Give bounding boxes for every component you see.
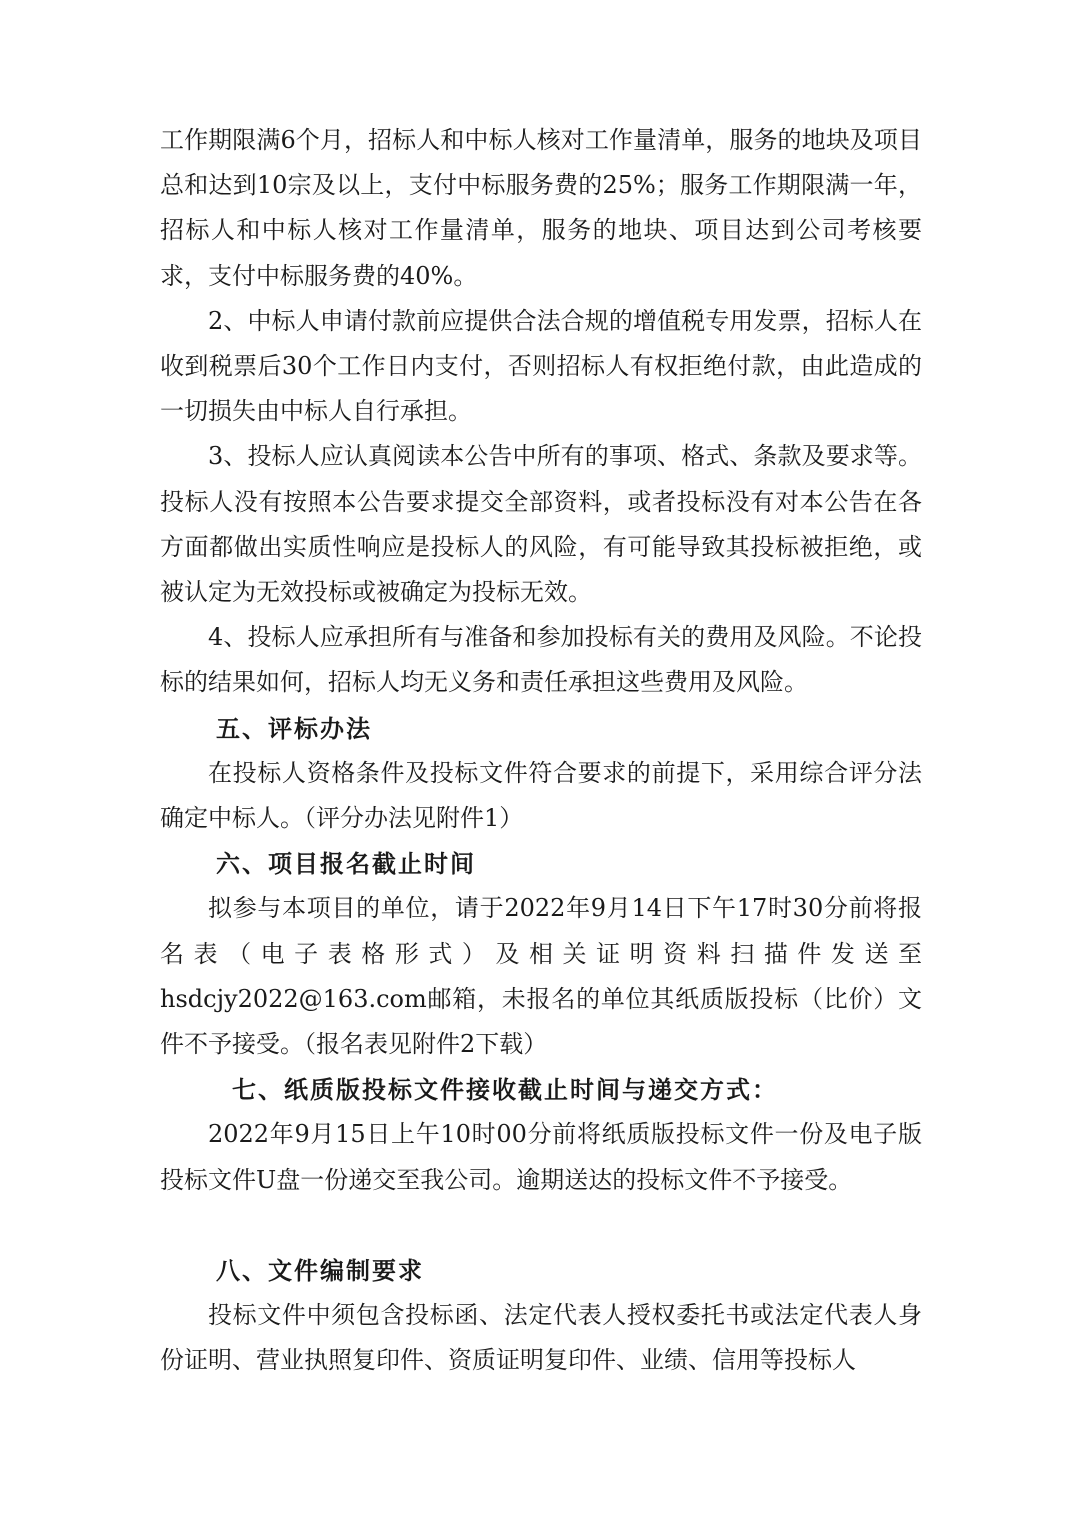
- paragraph-bidder-reading: 3、投标人应认真阅读本公告中所有的事项、格式、条款及要求等。投标人没有按照本公告要求提交全部资料，或者投标没有对本公告在各方面都做出实质性响应是投标人的风险，有可能导致其投标被拒绝，或被认定为无效投标或被确定为投标无效。: [160, 442, 922, 607]
- heading-document-requirements: 八、文件编制要求: [216, 1255, 424, 1285]
- heading-registration-deadline: 六、项目报名截止时间: [216, 849, 476, 879]
- paragraph-invoice-requirement: 2、中标人申请付款前应提供合法合规的增值税专用发票，招标人在收到税票后30个工作日内支付，否则招标人有权拒绝付款，由此造成的一切损失由中标人自行承担。: [160, 306, 922, 426]
- paragraph-submission-deadline: 2022年9月15日上午10时00分前将纸质版投标文件一份及电子版投标文件U盘一份递交至我公司。逾期送达的投标文件不予接受。: [160, 1120, 922, 1194]
- paragraph-evaluation-method: 在投标人资格条件及投标文件符合要求的前提下，采用综合评分法确定中标人。（评分办法见附件1）: [160, 758, 922, 833]
- heading-evaluation-method: 五、评标办法: [216, 713, 372, 743]
- paragraph-document-requirements: 投标文件中须包含投标函、法定代表人授权委托书或法定代表人身份证明、营业执照复印件、资质证明复印件、业绩、信用等投标人: [160, 1301, 922, 1375]
- heading-submission-deadline: 七、纸质版投标文件接收截止时间与递交方式：: [232, 1075, 778, 1105]
- section-gap: [160, 1203, 922, 1248]
- document-page: [160, 118, 922, 1383]
- paragraph-payment-terms: 工作期限满6个月，招标人和中标人核对工作量清单，服务的地块及项目总和达到10宗及以上，支付中标服务费的25%；服务工作期限满一年，招标人和中标人核对工作量清单，服务的地块、项目达到公司考核要求，支付中标服务费的40%。: [160, 126, 922, 290]
- paragraph-bidder-costs: 4、投标人应承担所有与准备和参加投标有关的费用及风险。不论投标的结果如何，招标人均无义务和责任承担这些费用及风险。: [160, 623, 922, 697]
- paragraph-registration-deadline: 拟参与本项目的单位，请于2022年9月14日下午17时30分前将报名表（电子表格形式）及相关证明资料扫描件发送至hsdcjy2022@163.com邮箱，未报名的单位其纸质版投标（比价）文件不予接受。（报名表见附件2下载）: [160, 894, 922, 1059]
